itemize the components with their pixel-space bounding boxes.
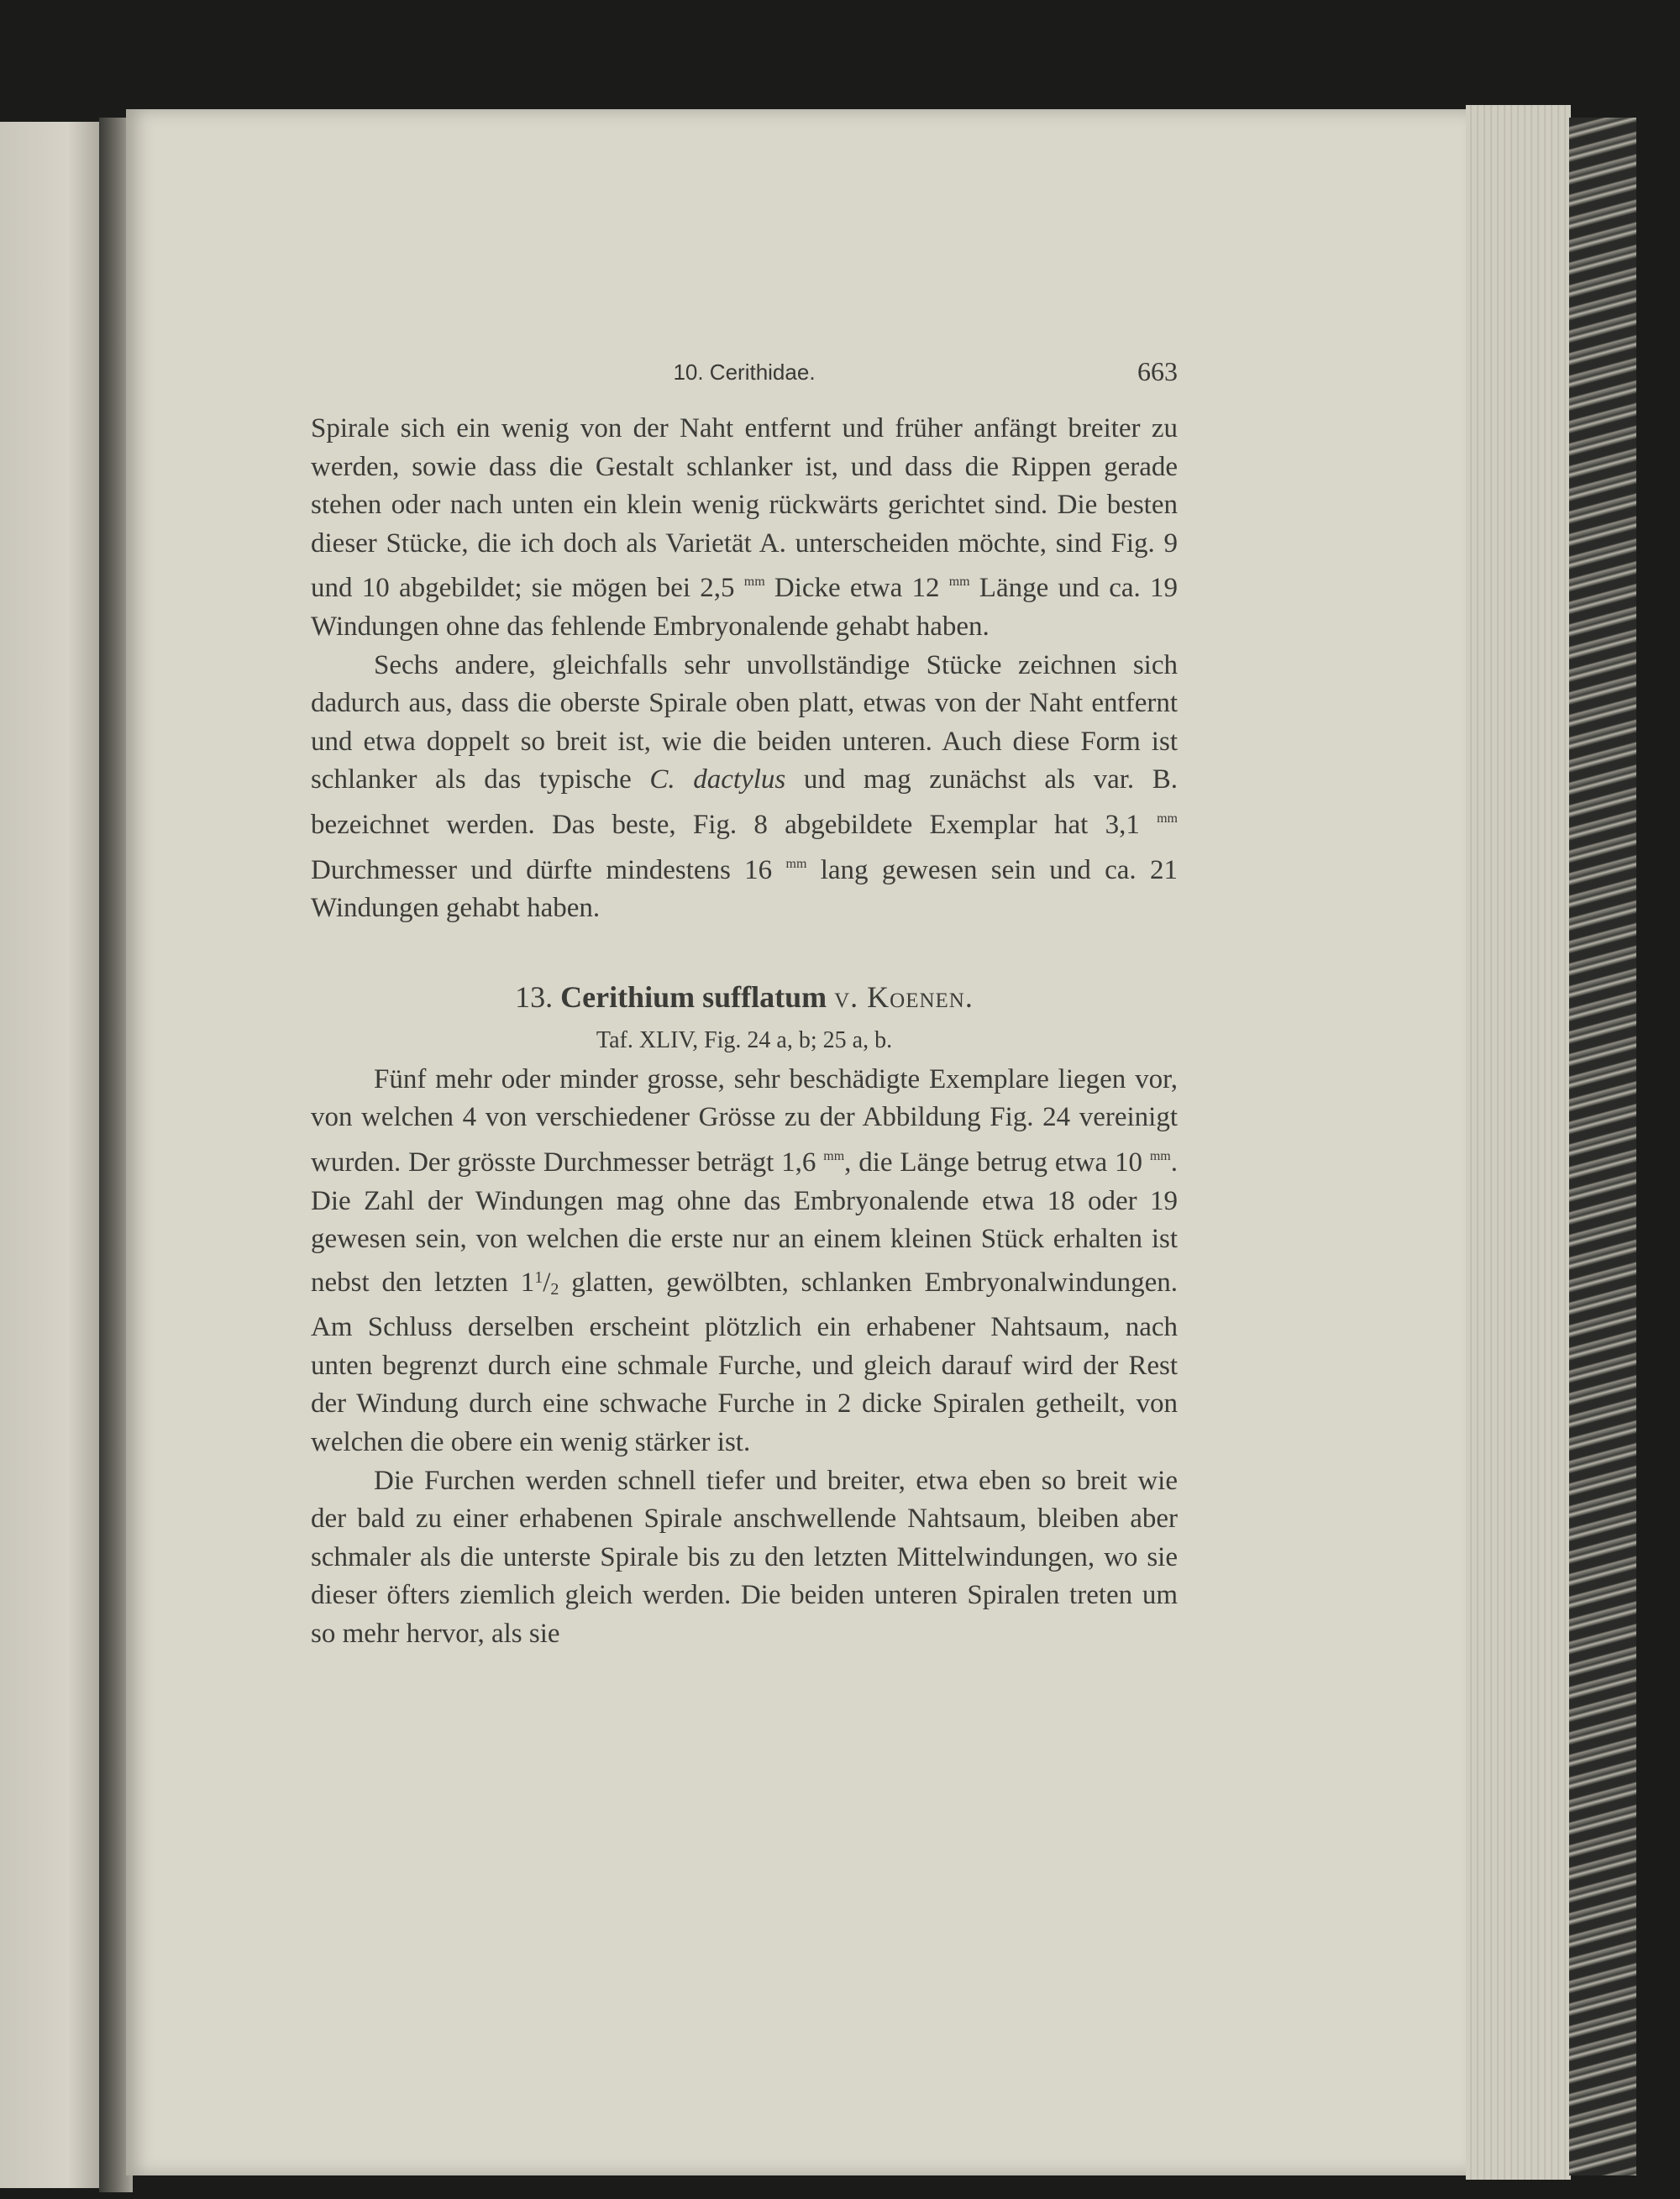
page-stack-edge xyxy=(1466,105,1571,2180)
paragraph-2: Sechs andere, gleichfalls sehr unvollständige Stücke zeichnen sich dadurch aus, dass die oberste Spirale oben platt, etwas von der Naht entfernt und etwa doppelt so breit ist, wie die beiden unteren. Auch diese Form ist schlanker als das typische C. dactylus und mag zunächst als var. B. bezeichnet werden. Das beste, Fig. 8 abgebildete Exemplar hat 3,1 $^{mm}$ Durchmesser und dürfte mindestens 16 $^{mm}$ lang gewesen sein und ca. 21 Windungen gehabt haben. xyxy=(311,649,1178,924)
left-page-edge xyxy=(0,122,113,2188)
species-title: Cerithium sufflatum xyxy=(560,979,827,1014)
species-name: C. dactylus xyxy=(649,764,786,795)
paragraph-3: Fünf mehr oder minder grosse, sehr beschädigte Exemplare liegen vor, von welchen 4 von verschiedener Grösse zu der Abbildung Fig. 24 vereinigt wurden. Der grösste Durchmesser beträgt 1,6 $^{mm}$, die Länge betrug etwa 10 $^{mm}$. Die Zahl der Windungen mag ohne das Embryonalende etwa 18 oder 19 gewesen sein, von welchen die erste nur an einem kleinen Stück erhalten ist nebst den letzten $1^1/_2$ glatten, gewölbten, schlanken Embryonalwindungen. Am Schluss derselben erscheint plötzlich ein erhabener Nahtsaum, nach unten begrenzt durch eine schmale Furche, und gleich darauf wird der Rest der Windung durch eine schwache Furche in 2 dicke Spiralen getheilt, von welchen die obere ein wenig stärker ist. xyxy=(311,1063,1178,1458)
section-title: 10. Cerithidae. xyxy=(673,360,816,385)
running-header xyxy=(311,353,1178,395)
species-number: 13. xyxy=(515,979,554,1014)
paragraph-1: Spirale sich ein wenig von der Naht entfernt und früher anfängt breiter zu werden, sowie dass die Gestalt schlanker ist, und dass die Rippen gerade stehen oder nach unten ein klein wenig rückwärts gerichtet sind. Die besten dieser Stücke, die ich doch als Varietät A. unterscheiden möchte, sind Fig. 9 und 10 abgebildet; sie mögen bei 2,5 $^{mm}$ Dicke etwa 12 $^{mm}$ Länge und ca. 19 Windungen ohne das fehlende Embryonalende gehabt haben. xyxy=(311,413,1178,642)
species-author: v. Koenen. xyxy=(834,979,974,1014)
species-heading xyxy=(311,977,1178,1017)
marbled-cover-edge xyxy=(1569,118,1636,2175)
page-body xyxy=(311,410,1178,1654)
plate-reference: Taf. XLIV, Fig. 24 a, b; 25 a, b. xyxy=(596,1026,893,1053)
page-number: 663 xyxy=(1137,356,1178,386)
paragraph-4: Die Furchen werden schnell tiefer und breiter, etwa eben so breit wie der bald zu einer erhabenen Spirale anschwellende Nahtsaum, bleiben aber schmaler als die unterste Spirale bis zu den letzten Mittelwindungen, wo sie dieser öfters ziemlich gleich werden. Die beiden unteren Spiralen treten um so mehr hervor, als sie xyxy=(311,1465,1178,1650)
